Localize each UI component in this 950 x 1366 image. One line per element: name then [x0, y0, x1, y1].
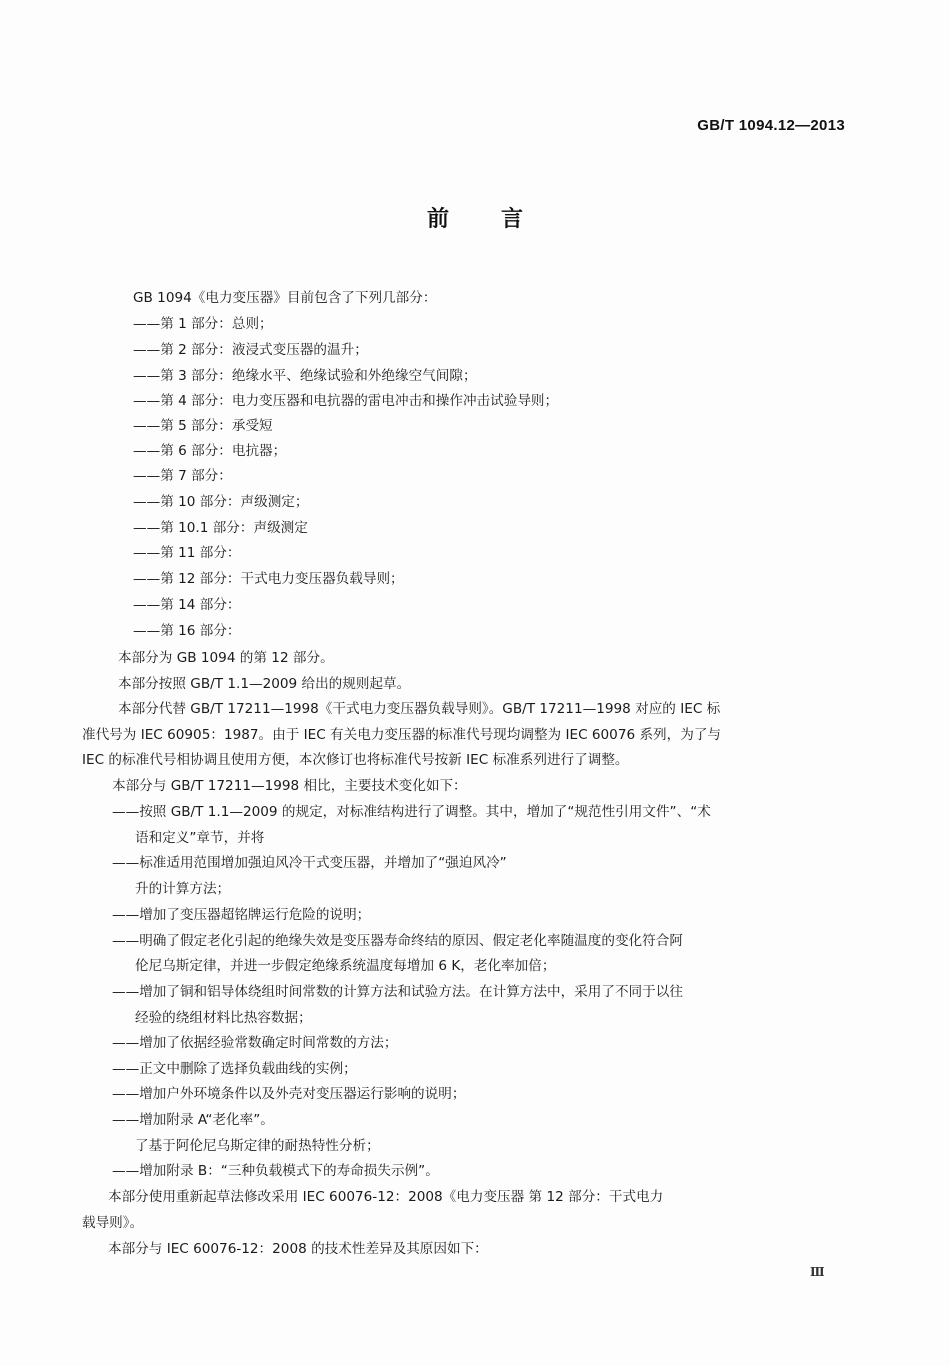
part-item: ——第 5 部分：承受短: [133, 418, 273, 434]
part-item: ——第 3 部分：绝缘水平、绝缘试验和外绝缘空气间隙；: [133, 368, 477, 384]
part-item: ——第 1 部分：总则；: [133, 316, 273, 332]
part-item: ——第 12 部分：干式电力变压器负载导则；: [133, 571, 404, 587]
change-item-continuation: 语和定义”章节，并将: [135, 830, 265, 846]
part-item: ——第 4 部分：电力变压器和电抗器的雷电冲击和操作冲击试验导则；: [133, 393, 559, 409]
change-item-continuation: 伦尼乌斯定律，并进一步假定绝缘系统温度每增加 6 K，老化率加倍；: [135, 958, 556, 974]
part-item: ——第 11 部分：: [133, 545, 241, 561]
part-item: ——第 10 部分：声级测定；: [133, 494, 309, 510]
standard-code-header: GB/T 1094.12—2013: [697, 117, 845, 134]
intro-paragraph: GB 1094《电力变压器》目前包含了下列几部分：: [133, 290, 437, 306]
paragraph-adoption-line-2: 载导则》。: [82, 1215, 144, 1231]
change-item: ——增加了变压器超铭牌运行危险的说明；: [112, 907, 371, 923]
paragraph-part-number: 本部分为 GB 1094 的第 12 部分。: [118, 650, 334, 666]
page-number: Ⅲ: [810, 1265, 825, 1279]
paragraph-adoption-line-1: 本部分使用重新起草法修改采用 IEC 60076-12：2008《电力变压器 第 12 部分：干式电力: [108, 1189, 664, 1205]
part-item: ——第 2 部分：液浸式变压器的温升；: [133, 342, 368, 358]
change-item: ——明确了假定老化引起的绝缘失效是变压器寿命终结的原因、假定老化率随温度的变化符合阿: [112, 933, 683, 949]
change-item: ——增加了依据经验常数确定时间常数的方法；: [112, 1035, 398, 1051]
change-item-continuation: 经验的绕组材料比热容数据；: [135, 1010, 312, 1026]
paragraph-drafting-rules: 本部分按照 GB/T 1.1—2009 给出的规则起草。: [118, 676, 411, 692]
part-item: ——第 6 部分：电抗器；: [133, 443, 287, 459]
change-item: ——正文中删除了选择负载曲线的实例；: [112, 1061, 357, 1077]
change-item: ——按照 GB/T 1.1—2009 的规定，对标准结构进行了调整。其中，增加了“规范性引用文件”、“术: [112, 804, 711, 820]
paragraph-replaces-line-3: IEC 的标准代号相协调且使用方便，本次修订也将标准代号按新 IEC 标准系列进行了调整。: [82, 752, 629, 768]
change-item: ——标准适用范围增加强迫风冷干式变压器，并增加了“强迫风冷”: [112, 855, 507, 871]
part-item: ——第 10.1 部分：声级测定: [133, 520, 308, 536]
change-item: ——增加了铜和铝导体绕组时间常数的计算方法和试验方法。在计算方法中，采用了不同于以往: [112, 984, 683, 1000]
title-char-2: 言: [501, 207, 524, 232]
change-item: ——增加附录 A“老化率”。: [112, 1112, 274, 1128]
change-item: ——增加附录 B：“三种负载模式下的寿命损失示例”。: [112, 1163, 439, 1179]
change-item: ——增加户外环境条件以及外壳对变压器运行影响的说明；: [112, 1086, 466, 1102]
paragraph-replaces-line-1: 本部分代替 GB/T 17211—1998《干式电力变压器负载导则》。GB/T 17211—1998 对应的 IEC 标: [118, 701, 721, 717]
change-item-continuation: 升的计算方法；: [135, 881, 231, 897]
part-item: ——第 14 部分：: [133, 597, 241, 613]
part-item: ——第 7 部分：: [133, 468, 232, 484]
part-item: ——第 16 部分：: [133, 623, 241, 639]
paragraph-changes-intro: 本部分与 GB/T 17211—1998 相比，主要技术变化如下：: [112, 778, 467, 794]
page-title: [0, 202, 950, 233]
change-item-continuation: 了基于阿伦尼乌斯定律的耐热特性分析；: [135, 1138, 380, 1154]
paragraph-differences: 本部分与 IEC 60076-12：2008 的技术性差异及其原因如下：: [108, 1241, 488, 1257]
title-char-1: 前: [426, 207, 449, 232]
paragraph-replaces-line-2: 准代号为 IEC 60905：1987。由于 IEC 有关电力变压器的标准代号现均调整为 IEC 60076 系列，为了与: [82, 727, 722, 743]
